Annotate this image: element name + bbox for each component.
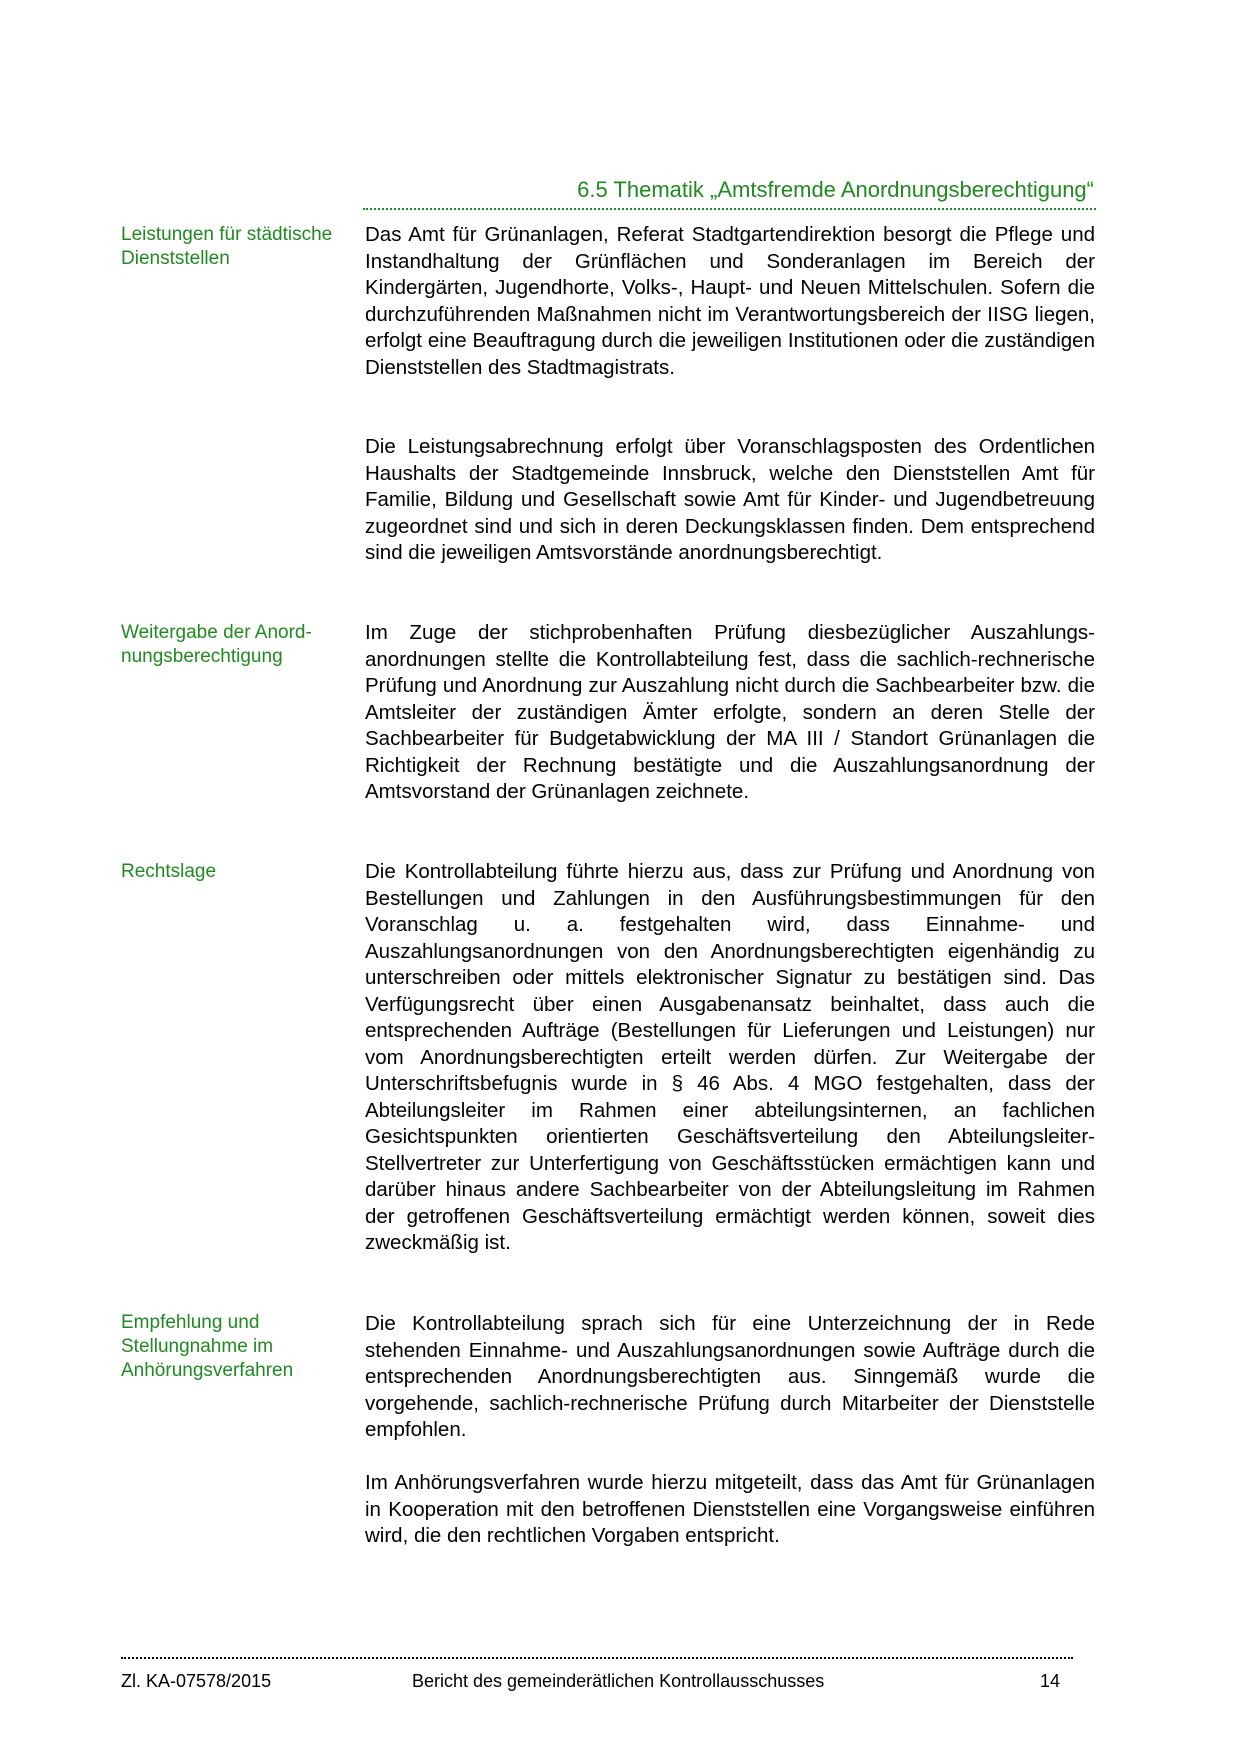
footer-report-title: Bericht des gemeinderätlichen Kontrollausschusses xyxy=(412,1671,825,1691)
margin-note-rechtslage: Rechtslage xyxy=(121,861,217,882)
paragraph-1: Das Amt für Grünanlagen, Referat Stadtgartendirektion besorgt die Pflege und Instandhaltung der Grünflächen und Sonderanlagen im Bereich der Kindergärten, Jugendhorte, Volks-, Haupt- und Neuen Mittelschulen. Sofern die durchzuführenden Maßnahmen nicht im Verantwortungsbereich der IISG liegen, erfolgt eine Beauftragung durch die jeweiligen Institutionen oder die zuständigen Dienststellen des Stadtmagistrats. xyxy=(365,223,1095,379)
footer-reference: Zl. KA-07578/2015 xyxy=(121,1671,272,1691)
paragraph-3: Im Zuge der stichprobenhaften Prüfung diesbezüglicher Auszahlungsanordnungen stellte die Kontrollabteilung fest, dass die sachlich-rechnerische Prüfung und Anordnung zur Auszahlung nicht durch die Sachbearbeiter bzw. die Amtsleiter der zuständigen Ämter erfolgte, sondern an deren Stelle der Sachbearbeiter für Budgetabwicklung der MA III / Standort Grünanlagen die Richtigkeit der Rechnung bestätigte und die Auszahlungsanordnung der Amtsvorstand der Grünanlagen zeichnete. xyxy=(365,621,1095,803)
paragraph-6: Im Anhörungsverfahren wurde hierzu mitgeteilt, dass das Amt für Grünanlagen in Kooperation mit den betroffenen Dienststellen eine Vorgangsweise einführen wird, die den rechtlichen Vorgaben entspricht. xyxy=(365,1471,1095,1547)
header-divider xyxy=(363,208,1096,210)
paragraph-2: Die Leistungsabrechnung erfolgt über Voranschlagsposten des Ordentlichen Haushalts der Stadtgemeinde Innsbruck, welche den Dienststellen Amt für Familie, Bildung und Gesellschaft sowie Amt für Kinder- und Jugendbetreuung zugeordnet sind und sich in deren Deckungsklassen finden. Dem entsprechend sind die jeweiligen Amtsvorstände anordnungsberechtigt. xyxy=(365,435,1095,564)
paragraph-5: Die Kontrollabteilung sprach sich für eine Unterzeichnung der in Rede stehenden Einnahme- und Auszahlungsanordnungen sowie Aufträge durch die entsprechenden Anordnungsberechtigten aus. Sinngemäß wurde die vorgehende, sachlich-rechnerische Prüfung durch Mitarbeiter der Dienststelle empfohlen. xyxy=(365,1312,1095,1441)
margin-note-weitergabe: Weitergabe der Anordnungsberechtigung xyxy=(121,622,312,667)
margin-note-empfehlung: Empfehlung und Stellungnahme im Anhörungsverfahren xyxy=(121,1312,294,1381)
margin-note-leistungen: Leistungen für städtische Dienststellen xyxy=(121,224,333,269)
section-title: 6.5 Thematik „Amtsfremde Anordnungsberechtigung“ xyxy=(577,177,1094,202)
paragraph-4: Die Kontrollabteilung führte hierzu aus, dass zur Prüfung und Anordnung von Bestellungen und Zahlungen in den Ausführungsbestimmungen für den Voranschlag u. a. festgehalten wird, dass Einnahme- und Auszahlungsanordnungen von den Anordnungsberechtigten eigenhändig zu unterschreiben oder mittels elektronischer Signatur zu bestätigen sind. Das Verfügungsrecht über einen Ausgabenansatz beinhaltet, dass auch die entsprechenden Aufträge (Bestellungen für Lieferungen und Leistungen) nur vom Anordnungsberechtigten erteilt werden dürfen. Zur Weitergabe der Unterschriftsbefugnis wurde in § 46 Abs. 4 MGO festgehalten, dass der Abteilungsleiter im Rahmen einer abteilungsinternen, an fachlichen Gesichtspunkten orientierten Geschäftsverteilung den Abteilungsleiter-Stellvertreter zur Unterfertigung von Geschäftsstücken ermächtigen kann und darüber hinaus andere Sachbearbeiter von der Abteilungsleitung im Rahmen der getroffenen Geschäftsverteilung ermächtigt werden können, soweit dies zweckmäßig ist. xyxy=(365,860,1095,1254)
page-number: 14 xyxy=(1039,1671,1060,1691)
footer-divider xyxy=(121,1657,1073,1659)
